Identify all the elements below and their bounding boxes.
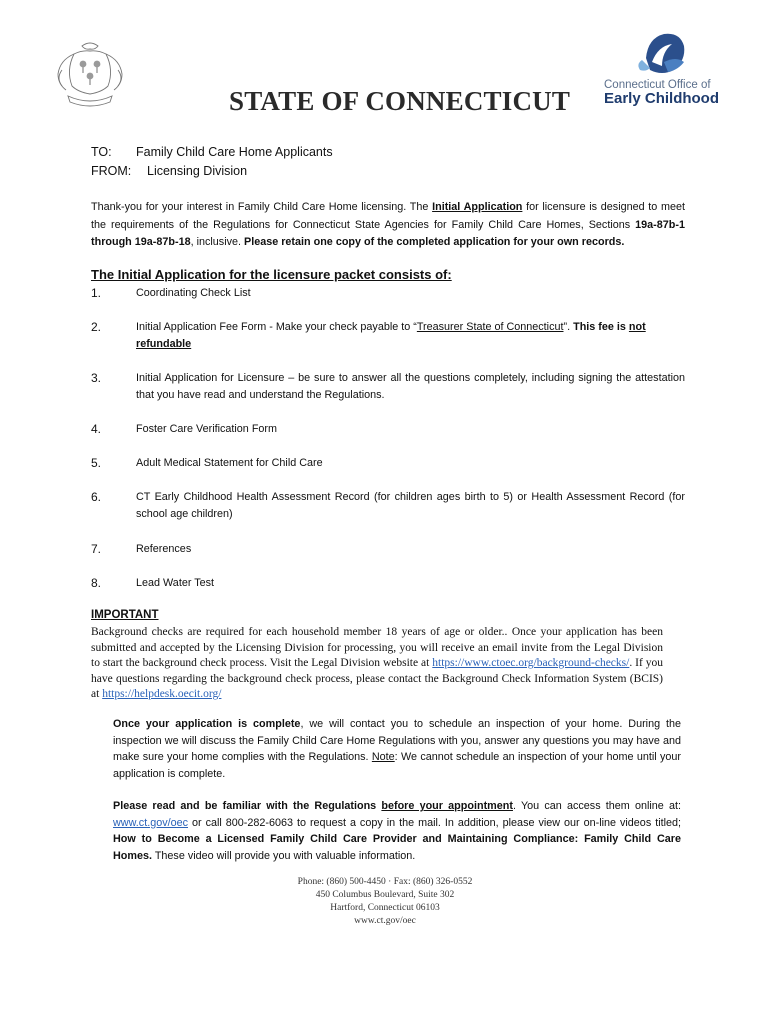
important-paragraph <box>91 625 663 703</box>
inspection-paragraph <box>113 716 681 782</box>
list-item-number: 4. <box>91 422 102 436</box>
intro-text-3: , inclusive. <box>190 236 244 248</box>
intro-text-2: for licensure is designed to meet the requirements of the Regulations for Connecticut State Agencies for Family Child Care Homes, Sections <box>91 201 686 231</box>
background-checks-link[interactable]: https://www.ctoec.org/background-checks/ <box>432 657 630 669</box>
application-complete-phrase: Once your application is complete <box>113 718 301 730</box>
footer-address-1: 450 Columbus Boulevard, Suite 302 <box>315 890 455 900</box>
list-item-number: 1. <box>91 286 102 300</box>
footer-address-2: Hartford, Connecticut 06103 <box>330 903 440 913</box>
important-heading: IMPORTANT <box>91 609 159 621</box>
regulations-text-2: or call 800-282-6063 to request a copy in the mail. In addition, please view our on-line videos titled; <box>188 816 681 829</box>
regulations-paragraph <box>113 798 681 864</box>
list-item-number: 5. <box>91 456 102 470</box>
memo-from-label: FROM: <box>91 164 132 178</box>
memo-to-value: Family Child Care Home Applicants <box>136 145 333 159</box>
list-item-text: Initial Application for Licensure – be sure to answer all the questions completely, including signing the attestation that you have read and understand the Regulations. <box>136 372 685 401</box>
oec-website-link[interactable]: www.ct.gov/oec <box>113 816 189 829</box>
retain-copy-note: Please retain one copy of the completed application for your own records. <box>244 236 625 248</box>
page-title: STATE OF CONNECTICUT <box>229 86 571 116</box>
memo-from <box>91 164 247 178</box>
fee-refundable-word: refundable <box>136 338 192 350</box>
memo-from-value: Licensing Division <box>147 164 248 178</box>
bcis-helpdesk-link[interactable]: https://helpdesk.oecit.org/ <box>102 688 222 700</box>
list-item-text: Foster Care Verification Form <box>136 423 278 435</box>
list-item-number: 8. <box>91 576 102 590</box>
list-item <box>91 319 685 353</box>
payee-name: Treasurer State of Connecticut <box>416 321 564 333</box>
footer-phone: Phone: (860) 500-4450 · Fax: (860) 326-0552 <box>297 877 473 887</box>
list-item-number: 7. <box>91 542 102 556</box>
list-item-number: 6. <box>91 490 102 504</box>
inspection-text-2: : We cannot schedule an inspection of your home until your application is complete. <box>113 751 682 780</box>
list-item <box>91 489 685 523</box>
oec-line-2: Early Childhood <box>604 90 720 107</box>
list-item-text: Coordinating Check List <box>136 287 251 299</box>
connecticut-state-seal-icon <box>52 40 128 108</box>
list-item <box>91 421 685 438</box>
regulations-text-3: These video will provide you with valuable information. <box>152 849 416 862</box>
regulation-sections: 19a-87b-1 through 19a-87b-18 <box>91 218 685 248</box>
list-item <box>91 370 685 404</box>
important-text-1: Background checks are required for each household member 18 years of age or older.. Once your application has been submitted and accepted by the Licensing Division for processing, you will receive an email invite from the Legal Division to start the background check process. Visit the Legal Division website at <box>91 626 663 669</box>
list-item <box>91 575 685 592</box>
intro-text-1: Thank-you for your interest in Family Child Care Home licensing. The <box>91 201 433 213</box>
list-item <box>91 455 685 472</box>
list-item <box>91 541 685 558</box>
list-item <box>91 285 685 302</box>
fee-form-quote-end: ”. <box>563 321 574 333</box>
intro-paragraph <box>91 199 685 252</box>
list-item-number: 3. <box>91 371 102 385</box>
fee-not-word: not <box>628 321 646 333</box>
list-item-text: Lead Water Test <box>136 577 215 589</box>
fee-form-text: Initial Application Fee Form - Make your check payable to “ <box>136 321 417 333</box>
list-item-text: References <box>136 543 192 555</box>
memo-to <box>91 145 333 159</box>
memo-to-label: TO: <box>91 145 112 159</box>
before-appointment-phrase: before your appointment <box>381 800 513 812</box>
list-item-number: 2. <box>91 320 102 334</box>
note-label: Note <box>371 751 395 763</box>
list-item-text: CT Early Childhood Health Assessment Record (for children ages birth to 5) or Health Assessment Record (for school age children) <box>136 491 685 520</box>
regulations-text-1: . You can access them online at: <box>512 800 682 812</box>
list-item-text: Adult Medical Statement for Child Care <box>136 457 323 469</box>
regulations-bold-1: Please read and be familiar with the Regulations <box>113 800 382 812</box>
list-item-text <box>136 319 685 353</box>
fee-note-text: This fee is <box>573 321 629 333</box>
important-text-2: . If you have questions regarding the background check process, please contact the Background Check Information System (BCIS) at <box>91 657 663 700</box>
video-titles: How to Become a Licensed Family Child Care Provider and Maintaining Compliance: Family Child Care Homes. <box>113 833 681 862</box>
footer-website: www.ct.gov/oec <box>354 916 416 926</box>
inspection-text-1: , we will contact you to schedule an inspection of your home. During the inspection we will discuss the Family Child Care Home Regulations with you, answer any questions you may have and make sure your home complies with the Regulations. <box>113 718 681 763</box>
footer-contact <box>200 876 570 928</box>
initial-application-term: Initial Application <box>432 201 523 213</box>
packet-heading: The Initial Application for the licensure packet consists of: <box>91 267 452 282</box>
oec-wordmark <box>604 78 724 106</box>
oec-line-1: Connecticut Office of <box>604 79 711 91</box>
